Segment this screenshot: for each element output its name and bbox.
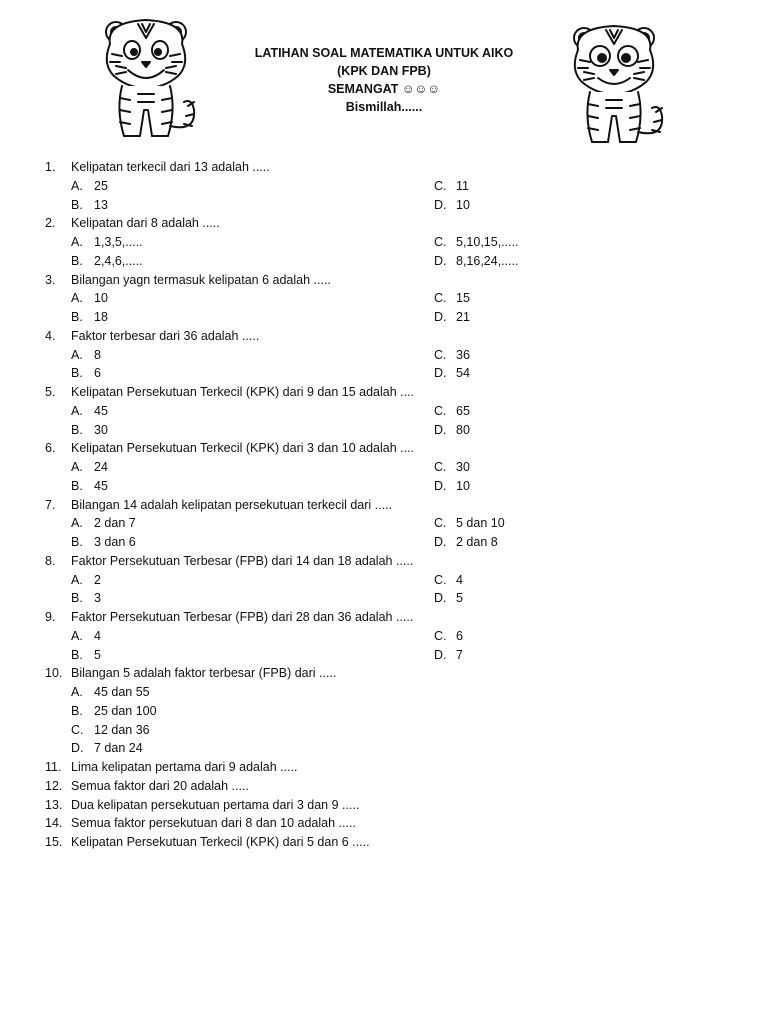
question-item bbox=[0, 214, 768, 233]
option-letter: C. bbox=[71, 722, 84, 737]
answer-option-row bbox=[0, 458, 768, 477]
question-text: Kelipatan Persekutuan Terkecil (KPK) dari 3 dan 10 adalah .... bbox=[71, 441, 415, 456]
answer-option-row bbox=[0, 364, 768, 383]
option-text: 6 bbox=[456, 628, 463, 643]
answer-option-row bbox=[0, 402, 768, 421]
question-text: Bilangan 14 adalah kelipatan persekutuan terkecil dari ..... bbox=[71, 497, 393, 512]
question-item bbox=[0, 777, 768, 796]
option-text: 25 bbox=[94, 178, 108, 193]
option-letter: B. bbox=[71, 647, 83, 662]
option-letter: D. bbox=[434, 366, 447, 381]
question-item bbox=[0, 496, 768, 515]
question-text: Semua faktor persekutuan dari 8 dan 10 adalah ..... bbox=[71, 816, 356, 831]
option-letter: A. bbox=[71, 460, 83, 474]
option-text: 13 bbox=[94, 197, 108, 212]
option-letter: A. bbox=[71, 178, 83, 193]
question-number: 7. bbox=[45, 497, 56, 512]
question-item bbox=[0, 439, 768, 458]
answer-option-row bbox=[0, 533, 768, 552]
answer-option-row bbox=[0, 289, 768, 308]
option-text: 8 bbox=[94, 347, 101, 362]
option-text: 8,16,24,..... bbox=[456, 253, 519, 268]
question-text: Kelipatan Persekutuan Terkecil (KPK) dari 5 dan 6 ..... bbox=[71, 835, 370, 849]
question-item bbox=[0, 814, 768, 833]
answer-option-row bbox=[0, 514, 768, 533]
worksheet-title: LATIHAN SOAL MATEMATIKA UNTUK AIKO bbox=[254, 46, 514, 60]
option-text: 11 bbox=[456, 178, 469, 193]
question-number: 11. bbox=[45, 760, 62, 774]
option-letter: B. bbox=[71, 703, 83, 718]
option-text: 4 bbox=[456, 572, 463, 587]
answer-option-row bbox=[0, 739, 768, 758]
option-letter: A. bbox=[71, 235, 83, 249]
question-text: Faktor Persekutuan Terbesar (FPB) dari 14 dan 18 adalah ..... bbox=[71, 553, 414, 568]
answer-option-row bbox=[0, 627, 768, 646]
option-text: 2 bbox=[94, 572, 101, 587]
option-letter: B. bbox=[71, 366, 83, 381]
answer-option-row bbox=[0, 571, 768, 590]
question-number: 1. bbox=[45, 160, 56, 174]
option-letter: B. bbox=[71, 478, 83, 493]
question-item bbox=[0, 327, 768, 346]
answer-option-row bbox=[0, 196, 768, 215]
question-text: Lima kelipatan pertama dari 9 adalah ..... bbox=[71, 760, 298, 774]
question-number: 12. bbox=[45, 778, 63, 793]
option-letter: C. bbox=[434, 403, 447, 418]
answer-option-row bbox=[0, 721, 768, 740]
option-text: 2 dan 7 bbox=[94, 516, 136, 531]
worksheet-header bbox=[0, 44, 768, 116]
option-text: 45 dan 55 bbox=[94, 685, 150, 699]
option-text: 30 bbox=[94, 422, 108, 437]
option-text: 5 dan 10 bbox=[456, 516, 505, 531]
option-letter: A. bbox=[71, 572, 83, 587]
question-text: Semua faktor dari 20 adalah ..... bbox=[71, 778, 249, 793]
option-letter: D. bbox=[434, 478, 447, 493]
option-letter: B. bbox=[71, 310, 83, 324]
option-text: 6 bbox=[94, 366, 101, 381]
answer-option-row bbox=[0, 589, 768, 608]
option-letter: C. bbox=[434, 572, 447, 587]
option-text: 12 dan 36 bbox=[94, 722, 150, 737]
option-text: 3 bbox=[94, 591, 101, 606]
answer-option-row bbox=[0, 683, 768, 702]
question-item bbox=[0, 383, 768, 402]
option-text: 18 bbox=[94, 310, 108, 324]
option-letter: D. bbox=[71, 741, 84, 756]
answer-option-row bbox=[0, 421, 768, 440]
answer-option-row bbox=[0, 477, 768, 496]
option-letter: C. bbox=[434, 516, 447, 531]
option-text: 30 bbox=[456, 460, 470, 474]
option-text: 10 bbox=[456, 478, 470, 493]
answer-option-row bbox=[0, 252, 768, 271]
option-letter: D. bbox=[434, 535, 447, 549]
option-text: 7 dan 24 bbox=[94, 741, 143, 756]
option-letter: C. bbox=[434, 178, 447, 193]
option-text: 45 bbox=[94, 403, 108, 418]
question-list bbox=[0, 158, 768, 852]
question-number: 13. bbox=[45, 797, 63, 812]
option-letter: D. bbox=[434, 422, 447, 437]
option-text: 15 bbox=[456, 291, 470, 306]
option-letter: B. bbox=[71, 253, 83, 268]
option-letter: B. bbox=[71, 422, 83, 437]
answer-option-row bbox=[0, 233, 768, 252]
option-letter: B. bbox=[71, 197, 83, 212]
question-text: Kelipatan dari 8 adalah ..... bbox=[71, 216, 220, 231]
question-number: 9. bbox=[45, 610, 56, 624]
question-text: Dua kelipatan persekutuan pertama dari 3 dan 9 ..... bbox=[71, 797, 360, 812]
question-text: Bilangan 5 adalah faktor terbesar (FPB) dari ..... bbox=[71, 666, 337, 681]
option-letter: A. bbox=[71, 628, 83, 643]
question-number: 14. bbox=[45, 816, 63, 831]
option-letter: D. bbox=[434, 197, 447, 212]
question-text: Kelipatan Persekutuan Terkecil (KPK) dari 9 dan 15 adalah .... bbox=[71, 385, 415, 399]
question-item bbox=[0, 552, 768, 571]
question-text: Faktor terbesar dari 36 adalah ..... bbox=[71, 328, 260, 343]
worksheet-subtitle: (KPK DAN FPB) bbox=[337, 64, 431, 78]
option-text: 36 bbox=[456, 347, 470, 362]
question-item bbox=[0, 796, 768, 815]
question-item bbox=[0, 664, 768, 683]
question-item bbox=[0, 758, 768, 777]
option-text: 2,4,6,..... bbox=[94, 253, 143, 268]
option-letter: D. bbox=[434, 647, 447, 662]
option-text: 1,3,5,..... bbox=[94, 235, 143, 249]
option-text: 7 bbox=[456, 647, 463, 662]
question-number: 2. bbox=[45, 216, 56, 231]
option-letter: C. bbox=[434, 235, 447, 249]
option-text: 10 bbox=[456, 197, 470, 212]
option-text: 24 bbox=[94, 460, 108, 474]
option-letter: C. bbox=[434, 347, 447, 362]
answer-option-row bbox=[0, 346, 768, 365]
question-number: 3. bbox=[45, 272, 56, 287]
worksheet-motto: SEMANGAT ☺☺☺ bbox=[327, 82, 441, 96]
question-number: 6. bbox=[45, 441, 56, 456]
option-letter: C. bbox=[434, 460, 447, 474]
question-item bbox=[0, 608, 768, 627]
option-letter: A. bbox=[71, 516, 83, 531]
option-text: 10 bbox=[94, 291, 108, 306]
answer-option-row bbox=[0, 646, 768, 665]
option-letter: C. bbox=[434, 291, 447, 306]
question-number: 5. bbox=[45, 385, 56, 399]
option-text: 5,10,15,..... bbox=[456, 235, 519, 249]
option-letter: B. bbox=[71, 591, 83, 606]
option-text: 5 bbox=[456, 591, 463, 606]
option-text: 25 dan 100 bbox=[94, 703, 157, 718]
option-letter: D. bbox=[434, 591, 447, 606]
worksheet-bismillah: Bismillah...... bbox=[345, 100, 423, 114]
option-text: 5 bbox=[94, 647, 101, 662]
option-letter: A. bbox=[71, 403, 83, 418]
option-letter: C. bbox=[434, 628, 447, 643]
option-text: 3 dan 6 bbox=[94, 535, 136, 549]
question-item bbox=[0, 833, 768, 852]
answer-option-row bbox=[0, 702, 768, 721]
question-text: Bilangan yagn termasuk kelipatan 6 adalah ..... bbox=[71, 272, 331, 287]
question-item bbox=[0, 271, 768, 290]
option-text: 65 bbox=[456, 403, 470, 418]
option-text: 45 bbox=[94, 478, 108, 493]
question-number: 8. bbox=[45, 553, 56, 568]
option-text: 4 bbox=[94, 628, 101, 643]
option-letter: B. bbox=[71, 535, 83, 549]
option-letter: A. bbox=[71, 347, 83, 362]
question-text: Faktor Persekutuan Terbesar (FPB) dari 28 dan 36 adalah ..... bbox=[71, 610, 414, 624]
option-letter: A. bbox=[71, 685, 83, 699]
option-letter: D. bbox=[434, 310, 447, 324]
option-text: 54 bbox=[456, 366, 470, 381]
option-text: 2 dan 8 bbox=[456, 535, 498, 549]
option-text: 80 bbox=[456, 422, 470, 437]
question-text: Kelipatan terkecil dari 13 adalah ..... bbox=[71, 160, 270, 174]
question-item bbox=[0, 158, 768, 177]
option-letter: D. bbox=[434, 253, 447, 268]
answer-option-row bbox=[0, 308, 768, 327]
answer-option-row bbox=[0, 177, 768, 196]
question-number: 10. bbox=[45, 666, 63, 681]
option-text: 21 bbox=[456, 310, 470, 324]
question-number: 15. bbox=[45, 835, 63, 849]
question-number: 4. bbox=[45, 328, 56, 343]
option-letter: A. bbox=[71, 291, 83, 306]
